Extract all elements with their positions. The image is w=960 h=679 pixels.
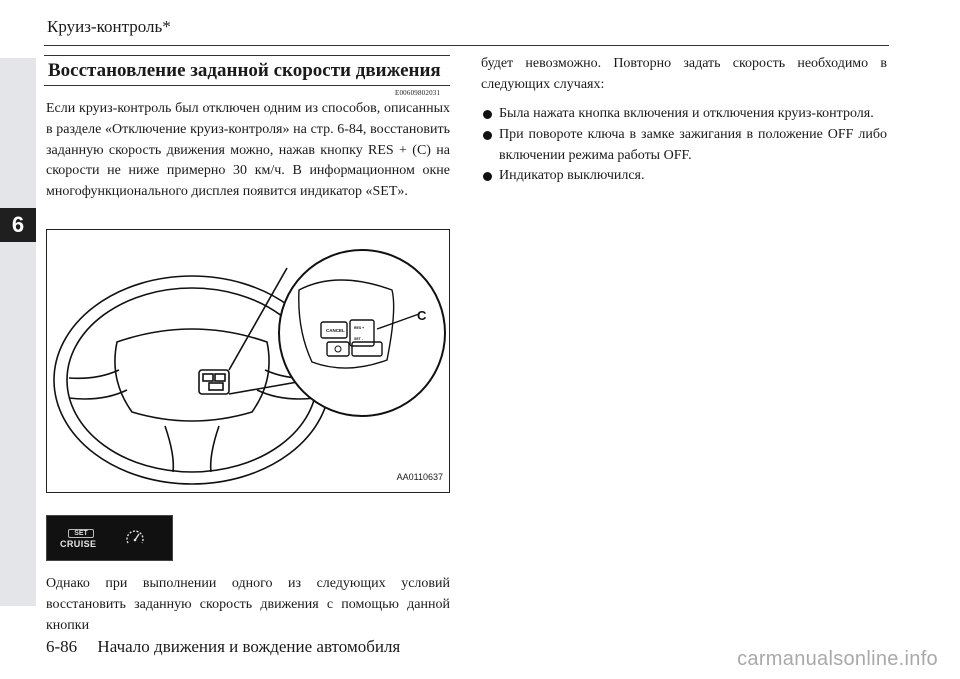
paragraph-conditions-start: Однако при выполнении одного из следующих условий восстановить заданную скорость движения с помощью данной кнопки	[46, 576, 450, 633]
page-number: 6-86	[46, 637, 78, 656]
callout-c: C	[417, 308, 427, 323]
footer-chapter-title: Начало движения и вождение автомобиля	[97, 637, 401, 656]
conditions-list	[481, 104, 887, 187]
page-footer	[46, 637, 400, 657]
figure-code: AA0110637	[396, 472, 443, 482]
watermark: carmanualsonline.info	[737, 648, 938, 670]
speedometer-icon	[124, 527, 146, 549]
section-code: E00609802031	[395, 89, 441, 97]
steering-wheel-illustration	[47, 230, 451, 494]
indicator-cruise-label: CRUISE	[60, 539, 97, 549]
section-heading-text: Восстановление заданной скорости движения	[48, 60, 441, 81]
list-item: Была нажата кнопка включения и отключения круиз-контроля.	[481, 104, 887, 125]
chapter-tab: 6	[0, 208, 36, 242]
list-item: Индикатор выключился.	[481, 166, 887, 187]
set-cruise-indicator	[46, 515, 173, 561]
cancel-button-label: CANCEL	[326, 328, 345, 333]
page-header-title: Круиз-контроль*	[47, 17, 171, 36]
paragraph-conditions-cont: будет невозможно. Повторно задать скорость необходимо в следующих случаях:	[481, 56, 887, 92]
steering-wheel-figure	[46, 229, 450, 493]
header-rule	[44, 45, 889, 46]
chapter-sidebar	[0, 58, 36, 606]
set-button-label: SET -	[354, 337, 363, 341]
res-button-label: RES +	[354, 326, 365, 330]
list-item: При повороте ключа в замке зажигания в положение OFF либо включении режима работы OFF.	[481, 125, 887, 167]
indicator-set-label: SET	[68, 529, 94, 538]
section-heading	[44, 55, 450, 86]
paragraph-restore: Если круиз-контроль был отключен одним из способов, описанных в разделе «Отключение круиз-контроля» на стр. 6-84, восстановить заданную скорость движения можно, нажав кнопку RES + (C) на скорости не ниже примерно 30 км/ч. В информационном окне многофункционального дисплея появится индикатор «SET».	[46, 101, 450, 200]
